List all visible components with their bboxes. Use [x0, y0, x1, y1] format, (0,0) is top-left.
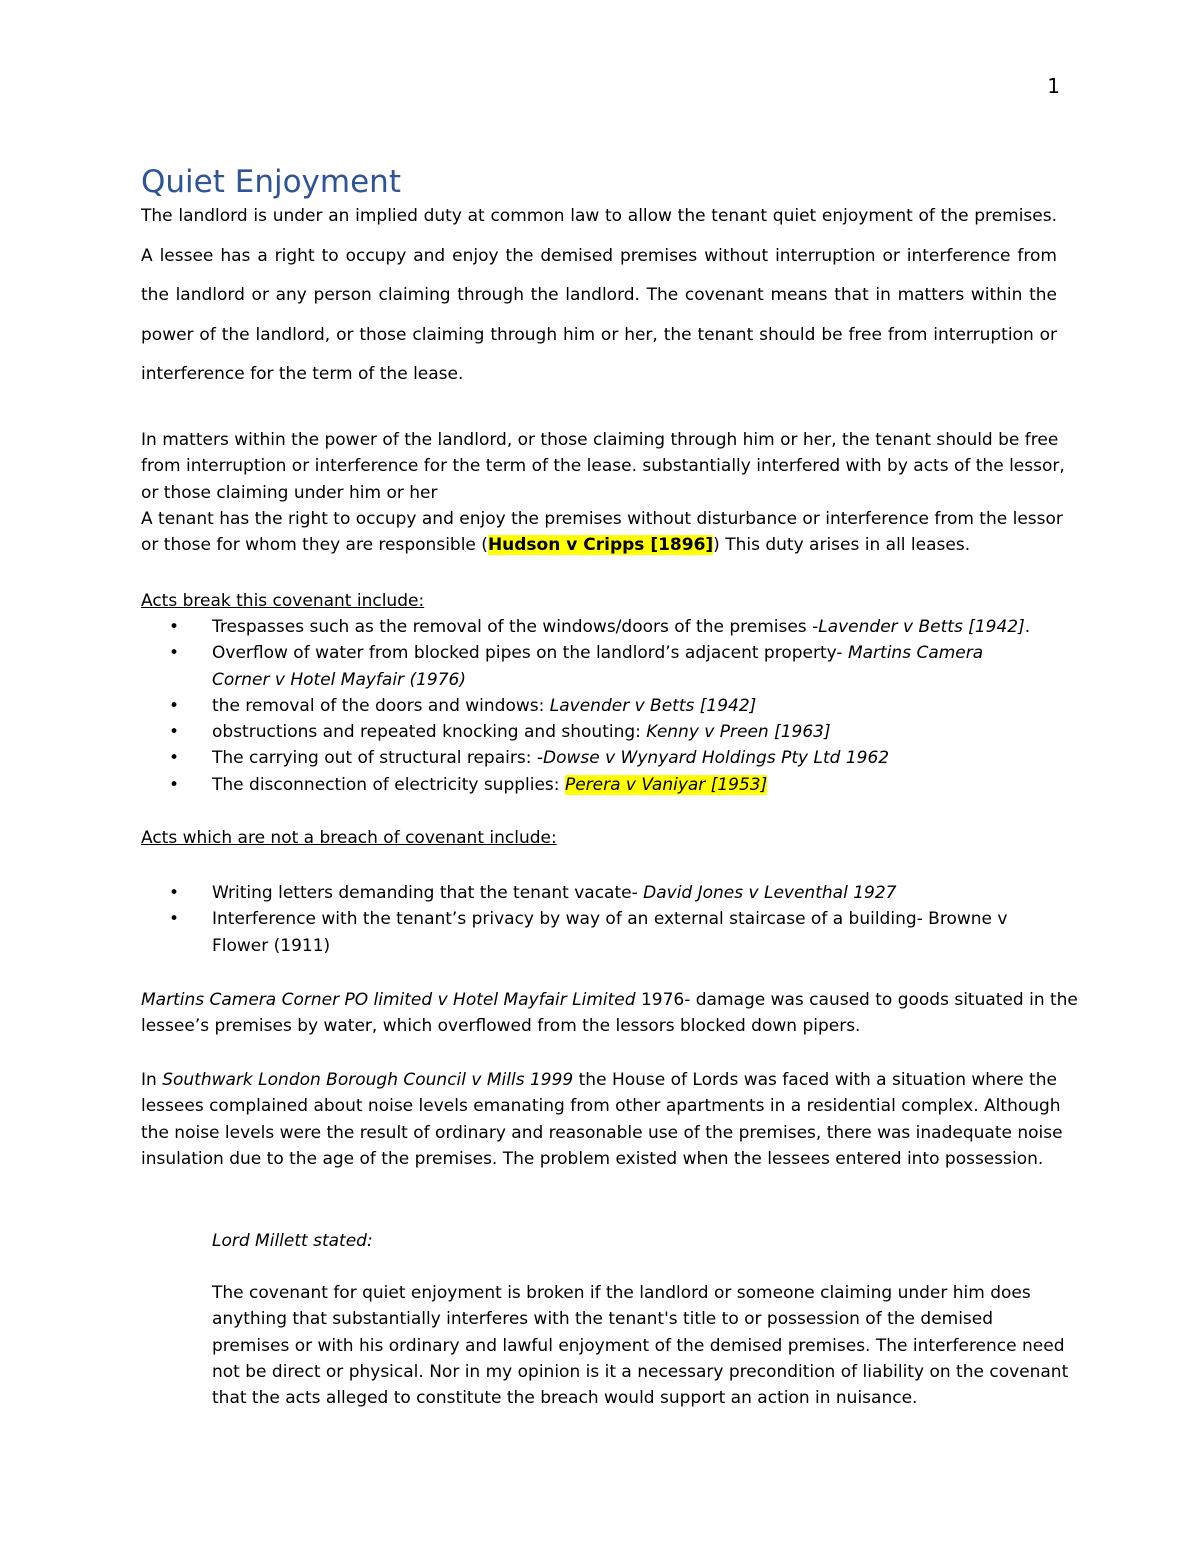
bullet-icon: •: [169, 695, 180, 716]
case-citation: Southwark London Borough Council v Mills 1999: [162, 1070, 574, 1090]
bullet-icon: •: [169, 722, 180, 743]
list-item: • obstructions and repeated knocking and shouting: Kenny v Preen [1963]: [141, 719, 1041, 745]
bullet-icon: •: [169, 909, 180, 930]
case-citation: David Jones v Leventhal 1927: [643, 883, 897, 903]
list-item: • Overflow of water from blocked pipes on the landlord’s adjacent property- Martins Camera Corner v Hotel Mayfair (1976): [141, 640, 1041, 693]
case-citation-highlight: Perera v Vaniyar [1953]: [564, 774, 768, 795]
case-citation: -Dowse v Wynyard Holdings Pty Ltd 1962: [536, 748, 890, 769]
page-title: Quiet Enjoyment: [141, 164, 401, 200]
case-citation: Lavender v Betts [1942]: [549, 695, 757, 716]
list-item: • The carrying out of structural repairs: -Dowse v Wynyard Holdings Pty Ltd 1962: [141, 745, 1041, 771]
bullet-icon: •: [169, 617, 180, 637]
page-number: 1: [1047, 74, 1060, 98]
intro-paragraph: The landlord is under an implied duty at common law to allow the tenant quiet enjoyment of the premises. A lessee has a right to occupy and enjoy the demised premises without interruption or interference from the landlord or any person claiming through the landlord. The covenant means that in matters within the power of the landlord, or those claiming through him or her, the tenant should be free from interruption or interference for the term of the lease.: [141, 206, 1057, 384]
case-citation: Martins Camera Corner PO limited v Hotel Mayfair Limited: [141, 990, 636, 1010]
millett-label: Lord Millett stated:: [212, 1231, 373, 1251]
nonbreach-heading: Acts which are not a breach of covenant include:: [141, 828, 557, 848]
list-item: • the removal of the doors and windows: Lavender v Betts [1942]: [141, 693, 1041, 719]
paragraph-duty-line2-end: ) This duty arises in all leases.: [713, 535, 971, 556]
paragraph-duty: [141, 427, 1081, 558]
case-citation: Kenny v Preen [1963]: [646, 722, 831, 743]
list-item: • The disconnection of electricity supplies: Perera v Vaniyar [1953]: [141, 772, 1041, 798]
paragraph-martins: Martins Camera Corner PO limited v Hotel Mayfair Limited 1976- damage was caused to goods situated in the lessee’s premises by water, which overflowed from the lessors blocked down pipers.: [141, 990, 1078, 1037]
millett-quote: The covenant for quiet enjoyment is broken if the landlord or someone claiming under him does anything that substantially interferes with the tenant's title to or possession of the demised premises or with his ordinary and lawful enjoyment of the demised premises. The interference need not be direct or physical. Nor in my opinion is it a necessary precondition of liability on the covenant that the acts alleged to constitute the breach would support an action in nuisance.: [212, 1283, 1069, 1409]
case-citation: Lavender v Betts [1942]: [818, 617, 1025, 637]
bullet-icon: •: [169, 774, 180, 795]
list-item: • Trespasses such as the removal of the windows/doors of the premises -Lavender v Betts [1942].: [141, 614, 1041, 640]
case-hudson-highlight: Hudson v Cripps [1896]: [487, 535, 714, 556]
paragraph-duty-line2: A tenant has the right to occupy and enjoy the premises without disturbance or interference from the lessor or those for whom they are responsible (: [141, 508, 1063, 556]
bullet-icon: •: [169, 883, 180, 903]
paragraph-duty-line1: In matters within the power of the landlord, or those claiming through him or her, the tenant should be free from interruption or interference for the term of the lease. substantially interfered with by acts of the lessor, or those claiming under him or her: [141, 430, 1065, 503]
breach-heading: Acts break this covenant include:: [141, 591, 425, 611]
bullet-icon: •: [169, 643, 180, 664]
bullet-icon: •: [169, 748, 180, 769]
nonbreach-list: [141, 880, 1041, 959]
paragraph-southwark: In Southwark London Borough Council v Mills 1999 the House of Lords was faced with a situation where the lessees complained about noise levels emanating from other apartments in a residential complex. Although the noise levels were the result of ordinary and reasonable use of the premises, there was inadequate noise insulation due to the age of the premises. The problem existed when the lessees entered into possession.: [141, 1070, 1063, 1169]
case-citation: Martins Camera Corner v Hotel Mayfair (1976): [212, 643, 984, 690]
list-item: • Interference with the tenant’s privacy by way of an external staircase of a building- Browne v Flower (1911): [141, 906, 1041, 959]
breach-list: [141, 614, 1041, 798]
list-item: • Writing letters demanding that the tenant vacate- David Jones v Leventhal 1927: [141, 880, 1041, 906]
